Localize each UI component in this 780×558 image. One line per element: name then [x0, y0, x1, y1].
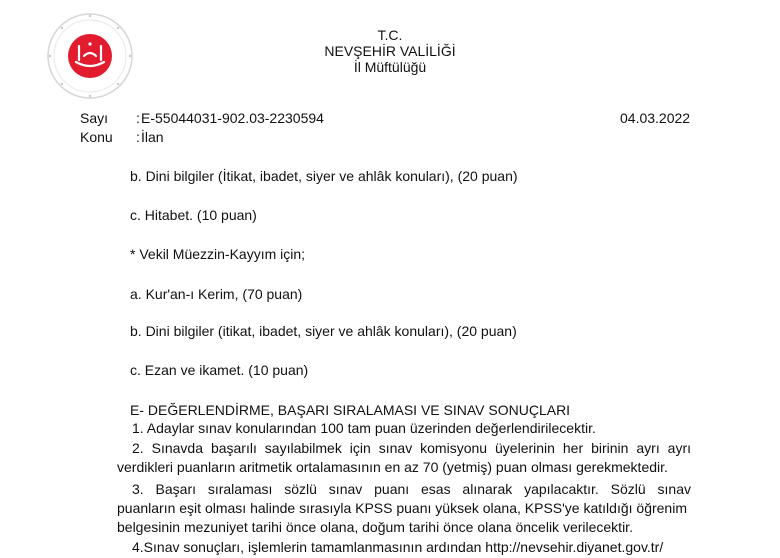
- list-item-a-muezzin: a. Kur'an-ı Kerim, (70 puan): [130, 286, 303, 302]
- paragraph-1: 1. Adaylar sınav konularından 100 tam puan üzerinden değerlendirilecektir.: [132, 420, 596, 436]
- section-e-heading: E- DEĞERLENDİRME, BAŞARI SIRALAMASI VE SINAV SONUÇLARI: [130, 402, 571, 418]
- konu-label: Konu: [80, 129, 113, 145]
- konu-separator: :: [136, 129, 140, 145]
- list-item-b-muezzin: b. Dini bilgiler (itikat, ibadet, siyer ve ahlâk konuları), (20 puan): [130, 323, 517, 339]
- paragraph-4: 4.Sınav sonuçları, işlemlerin tamamlanmasının ardından http://nevsehir.diyanet.gov.tr/: [132, 539, 664, 555]
- paragraph-3-line1: 3. Başarı sıralaması sözlü sınav puanı esas alınarak yapılacaktır. Sözlü sınav: [132, 481, 691, 497]
- vekil-muezzin-heading: * Vekil Müezzin-Kayyım için;: [130, 246, 306, 262]
- header-mufti: İl Müftülüğü: [353, 59, 427, 75]
- paragraph-3-line2: puanların eşit olması halinde sırasıyla KPSS puanı yüksek olana, KPSS'ye katıldığı öğrenim: [117, 500, 687, 516]
- list-item-c-muezzin: c. Ezan ve ikamet. (10 puan): [130, 362, 309, 378]
- paragraph-2-line1: 2. Sınavda başarılı sayılabilmek için sınav komisyonu üyelerinin her birinin ayrı ayrı: [132, 440, 691, 456]
- paragraph-3-line3: belgesinin mezuniyet tarihi önce olana, doğum tarihi önce olana öncelik verilecektir.: [117, 519, 633, 535]
- header-tc: T.C.: [377, 27, 403, 43]
- list-item-b-imam: b. Dini bilgiler (İtikat, ibadet, siyer ve ahlâk konuları), (20 puan): [130, 168, 518, 184]
- list-item-c-imam: c. Hitabet. (10 puan): [130, 207, 257, 223]
- sayi-separator: :: [136, 110, 140, 126]
- sayi-label: Sayı: [80, 110, 109, 126]
- paragraph-2-line2: verdikleri puanların aritmetik ortalamasının en az 70 (yetmiş) puan olması gerekmektedir.: [117, 459, 668, 475]
- konu-value: İlan: [141, 129, 164, 145]
- sayi-value: E-55044031-902.03-2230594: [141, 110, 324, 126]
- document-date: 04.03.2022: [620, 110, 691, 126]
- header-valilik: NEVŞEHİR VALİLİĞİ: [324, 43, 456, 59]
